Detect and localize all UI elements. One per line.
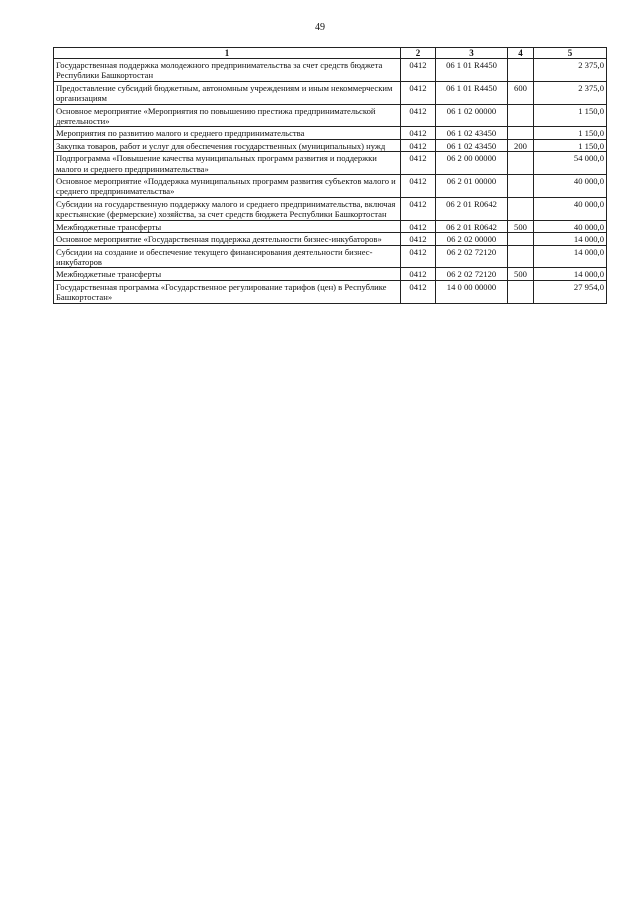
budget-table <box>53 47 607 304</box>
table-row <box>54 197 607 220</box>
row-type: 600 <box>508 81 534 104</box>
table-row <box>54 175 607 198</box>
table-row <box>54 220 607 232</box>
row-amount: 27 954,0 <box>534 280 607 303</box>
row-amount: 40 000,0 <box>534 175 607 198</box>
row-name: Основное мероприятие «Мероприятия по повышению престижа предпринимательской деятельности» <box>54 104 401 127</box>
header-col-3: 3 <box>436 48 508 59</box>
row-type <box>508 59 534 82</box>
row-section: 0412 <box>401 152 436 175</box>
row-type: 500 <box>508 220 534 232</box>
row-name: Субсидии на государственную поддержку малого и среднего предпринимательства, включая крестьянские (фермерские) хозяйства, за счет средств бюджета Республики Башкортостан <box>54 197 401 220</box>
row-type <box>508 197 534 220</box>
table-row <box>54 139 607 151</box>
row-amount: 2 375,0 <box>534 81 607 104</box>
row-amount: 1 150,0 <box>534 139 607 151</box>
row-section: 0412 <box>401 127 436 139</box>
row-amount: 14 000,0 <box>534 245 607 268</box>
row-code: 06 2 02 00000 <box>436 233 508 245</box>
row-section: 0412 <box>401 139 436 151</box>
row-type <box>508 127 534 139</box>
table-row <box>54 152 607 175</box>
table-header-row <box>54 48 607 59</box>
row-amount: 14 000,0 <box>534 233 607 245</box>
table-row <box>54 127 607 139</box>
row-code: 06 2 02 72120 <box>436 268 508 280</box>
row-name: Межбюджетные трансферты <box>54 220 401 232</box>
row-name: Государственная поддержка молодежного предпринимательства за счет средств бюджета Республики Башкортостан <box>54 59 401 82</box>
table-row <box>54 268 607 280</box>
row-amount: 1 150,0 <box>534 104 607 127</box>
row-code: 06 1 02 43450 <box>436 139 508 151</box>
table-row <box>54 233 607 245</box>
row-code: 06 2 01 R0642 <box>436 220 508 232</box>
row-type <box>508 245 534 268</box>
row-section: 0412 <box>401 280 436 303</box>
row-section: 0412 <box>401 175 436 198</box>
page-number: 49 <box>315 22 325 33</box>
row-code: 06 1 01 R4450 <box>436 59 508 82</box>
row-name: Межбюджетные трансферты <box>54 268 401 280</box>
row-section: 0412 <box>401 81 436 104</box>
row-type: 200 <box>508 139 534 151</box>
row-name: Государственная программа «Государственное регулирование тарифов (цен) в Республике Башкортостан» <box>54 280 401 303</box>
row-section: 0412 <box>401 220 436 232</box>
row-name: Подпрограмма «Повышение качества муниципальных программ развития и поддержки малого и среднего предпринимательства» <box>54 152 401 175</box>
row-amount: 54 000,0 <box>534 152 607 175</box>
row-name: Субсидии на создание и обеспечение текущего финансирования деятельности бизнес-инкубаторов <box>54 245 401 268</box>
table-row <box>54 280 607 303</box>
row-name: Предоставление субсидий бюджетным, автономным учреждениям и иным некоммерческим организациям <box>54 81 401 104</box>
row-name: Основное мероприятие «Государственная поддержка деятельности бизнес-инкубаторов» <box>54 233 401 245</box>
row-name: Мероприятия по развитию малого и среднего предпринимательства <box>54 127 401 139</box>
table-row <box>54 104 607 127</box>
header-col-1: 1 <box>54 48 401 59</box>
row-type <box>508 233 534 245</box>
row-type: 500 <box>508 268 534 280</box>
row-name: Закупка товаров, работ и услуг для обеспечения государственных (муниципальных) нужд <box>54 139 401 151</box>
row-type <box>508 152 534 175</box>
row-code: 06 1 02 00000 <box>436 104 508 127</box>
row-section: 0412 <box>401 233 436 245</box>
row-code: 06 2 02 72120 <box>436 245 508 268</box>
row-amount: 14 000,0 <box>534 268 607 280</box>
row-amount: 1 150,0 <box>534 127 607 139</box>
header-col-5: 5 <box>534 48 607 59</box>
table-row <box>54 81 607 104</box>
row-code: 06 2 01 00000 <box>436 175 508 198</box>
row-code: 06 2 01 R0642 <box>436 197 508 220</box>
row-amount: 40 000,0 <box>534 197 607 220</box>
row-code: 06 1 02 43450 <box>436 127 508 139</box>
row-type <box>508 175 534 198</box>
row-section: 0412 <box>401 197 436 220</box>
header-col-4: 4 <box>508 48 534 59</box>
row-amount: 2 375,0 <box>534 59 607 82</box>
row-section: 0412 <box>401 59 436 82</box>
table-row <box>54 59 607 82</box>
row-code: 06 2 00 00000 <box>436 152 508 175</box>
header-col-2: 2 <box>401 48 436 59</box>
row-name: Основное мероприятие «Поддержка муниципальных программ развития субъектов малого и среднего предпринимательства» <box>54 175 401 198</box>
row-type <box>508 280 534 303</box>
row-code: 14 0 00 00000 <box>436 280 508 303</box>
row-section: 0412 <box>401 268 436 280</box>
table-row <box>54 245 607 268</box>
row-type <box>508 104 534 127</box>
row-code: 06 1 01 R4450 <box>436 81 508 104</box>
row-section: 0412 <box>401 245 436 268</box>
row-amount: 40 000,0 <box>534 220 607 232</box>
row-section: 0412 <box>401 104 436 127</box>
